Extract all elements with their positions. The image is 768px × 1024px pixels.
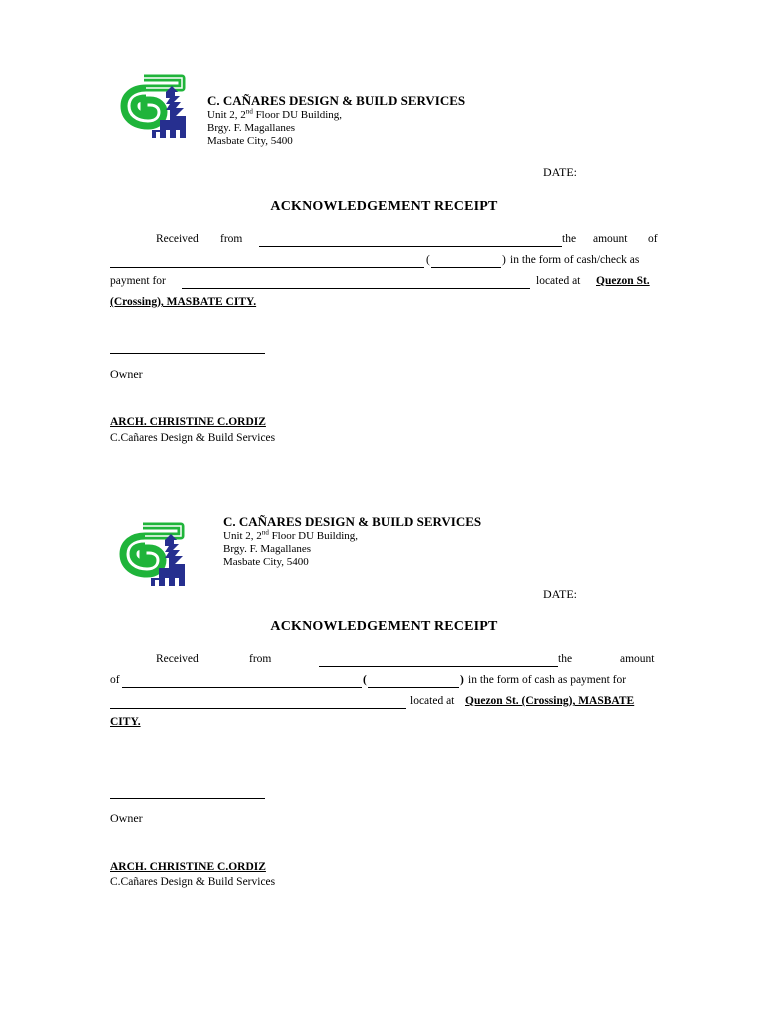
amount-figures-field[interactable] xyxy=(431,267,501,268)
amount-figures-field[interactable] xyxy=(368,687,459,688)
received-from-field[interactable] xyxy=(259,246,562,247)
company-address: Unit 2, 2nd Floor DU Building, Brgy. F. Magallanes Masbate City, 5400 xyxy=(223,528,359,568)
owner-label: Owner xyxy=(110,811,143,825)
receipt-title: ACKNOWLEDGEMENT RECEIPT xyxy=(270,199,498,214)
date-label: DATE: xyxy=(543,587,577,601)
payment-for-field[interactable] xyxy=(182,288,530,289)
amount-words-field[interactable] xyxy=(110,267,424,268)
receipt-body: Received from the amount of ( ) in the form of cash/check as payment for located at Quezon St. (Crossing), MASBATE CITY. xyxy=(110,233,658,308)
firm-name: C.Cañares Design & Build Services xyxy=(110,432,276,444)
company-name: C. CAÑARES DESIGN & BUILD SERVICES xyxy=(207,93,466,108)
received-from-field[interactable] xyxy=(319,666,558,667)
date-label: DATE: xyxy=(543,165,577,179)
company-name: C. CAÑARES DESIGN & BUILD SERVICES xyxy=(223,514,482,529)
company-logo-icon xyxy=(113,520,189,586)
firm-name: C.Cañares Design & Build Services xyxy=(110,876,276,888)
receipt-title: ACKNOWLEDGEMENT RECEIPT xyxy=(270,619,498,634)
owner-label: Owner xyxy=(110,367,143,381)
company-logo-icon xyxy=(114,72,190,138)
architect-name: ARCH. CHRISTINE C.ORDIZ xyxy=(110,416,266,428)
owner-signature-line[interactable] xyxy=(110,798,265,799)
architect-name: ARCH. CHRISTINE C.ORDIZ xyxy=(110,861,266,873)
company-address: Unit 2, 2nd Floor DU Building, Brgy. F. Magallanes Masbate City, 5400 xyxy=(207,107,343,147)
owner-signature-line[interactable] xyxy=(110,353,265,354)
payment-for-field[interactable] xyxy=(110,708,406,709)
receipt-body: Received from the amount of ( ) in the form of cash as payment for located at Quezon St. (Crossing), MASBATE CITY. xyxy=(110,653,655,728)
amount-words-field[interactable] xyxy=(122,687,362,688)
